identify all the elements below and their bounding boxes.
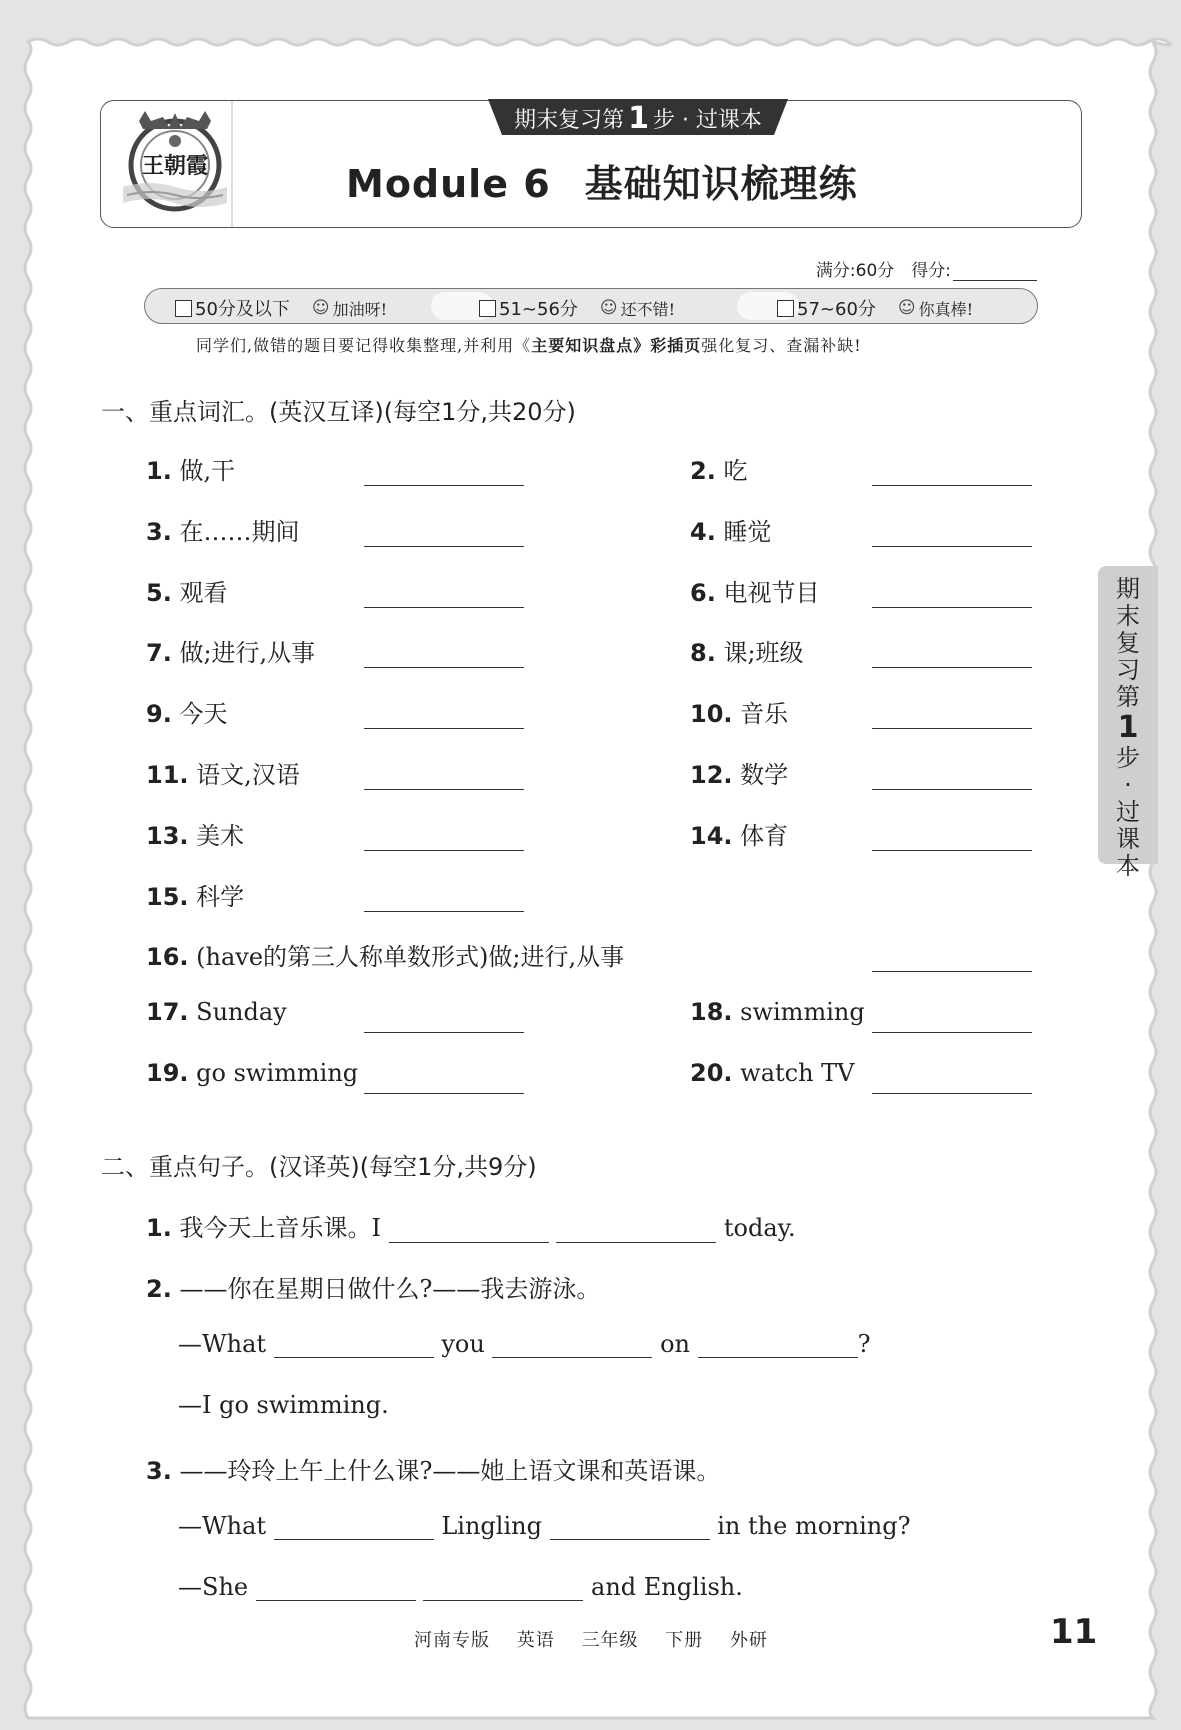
smile-face-icon: ☺ — [599, 298, 618, 318]
footer-grade: 三年级 — [581, 1630, 639, 1651]
question-number: 9. — [146, 700, 172, 729]
answer-blank[interactable] — [364, 546, 524, 547]
svg-text:王朝霞: 王朝霞 — [141, 153, 209, 179]
question-number: 20. — [690, 1059, 733, 1087]
sentence-q2 — [146, 1269, 600, 1304]
question-number: 16. — [146, 943, 189, 972]
notice-bold: 主要知识盘点》彩插页 — [531, 336, 702, 355]
publisher-logo — [119, 107, 231, 219]
score-line — [816, 256, 1037, 281]
q2-line2: —I go swimming. — [178, 1391, 389, 1419]
question-number: 11. — [146, 761, 189, 789]
vocab-prompt: Sunday — [188, 998, 287, 1027]
answer-blank[interactable] — [274, 1333, 434, 1358]
q3-prompt: ——玲玲上午上什么课?——她上语文课和英语课。 — [179, 1457, 721, 1485]
answer-blank[interactable] — [364, 485, 524, 486]
q2-line1 — [178, 1330, 871, 1358]
vocab-prompt: 数学 — [732, 761, 789, 789]
sentence-q3 — [146, 1451, 720, 1486]
vocab-prompt: watch TV — [732, 1059, 855, 1087]
vocab-item-17 — [146, 998, 287, 1026]
rating-range: 51~56分 — [499, 299, 578, 320]
side-tab-step: 1 — [1117, 710, 1139, 745]
answer-blank[interactable] — [364, 850, 524, 851]
footer-volume: 下册 — [665, 1630, 704, 1651]
answer-blank[interactable] — [872, 1093, 1032, 1094]
question-number: 15. — [146, 882, 189, 911]
sentence-q1 — [146, 1208, 796, 1243]
banner-step-number: 1 — [628, 100, 649, 136]
vocab-item-14 — [690, 816, 788, 851]
vocab-prompt: 在……期间 — [171, 517, 300, 546]
answer-blank[interactable] — [364, 728, 524, 729]
question-number: 3. — [146, 517, 172, 546]
q2-text: —What — [178, 1330, 267, 1358]
vocab-item-16 — [146, 937, 624, 972]
answer-blank[interactable] — [550, 1515, 710, 1540]
question-number: 8. — [690, 639, 716, 668]
page-title — [346, 153, 858, 208]
answer-blank[interactable] — [872, 971, 1032, 972]
vocab-prompt: 电视节目 — [715, 578, 820, 607]
vocab-item-5 — [146, 573, 227, 608]
answer-blank[interactable] — [492, 1333, 652, 1358]
module-label: Module 6 — [346, 162, 551, 206]
question-number: 2. — [146, 1275, 172, 1303]
vocab-prompt: (have的第三人称单数形式)做;进行,从事 — [188, 943, 625, 972]
answer-blank[interactable] — [872, 485, 1032, 486]
question-number: 1. — [146, 1214, 172, 1242]
vocab-item-8 — [690, 633, 804, 668]
vocab-prompt: 语文,汉语 — [188, 761, 300, 789]
rating-comment: 还不错! — [620, 299, 676, 319]
rating-comment: 你真棒! — [918, 299, 974, 319]
answer-blank[interactable] — [364, 1093, 524, 1094]
question-number: 17. — [146, 998, 189, 1027]
question-number: 10. — [690, 700, 733, 729]
vocab-prompt: 课;班级 — [715, 639, 804, 668]
vocab-prompt: 科学 — [188, 882, 245, 911]
vocab-item-4 — [690, 512, 771, 547]
vocab-prompt: 美术 — [188, 821, 245, 850]
answer-blank[interactable] — [872, 1032, 1032, 1033]
question-number: 18. — [690, 998, 733, 1027]
vocab-prompt: 睡觉 — [715, 517, 772, 546]
vocab-prompt: 做,干 — [171, 457, 236, 485]
question-number: 5. — [146, 578, 172, 607]
logo-divider — [231, 101, 233, 227]
answer-blank[interactable] — [872, 789, 1032, 790]
vocab-item-9 — [146, 694, 227, 729]
question-number: 7. — [146, 639, 172, 668]
banner-prefix: 期末复习第 — [514, 107, 625, 133]
question-number: 3. — [146, 1457, 172, 1485]
answer-blank[interactable] — [698, 1333, 858, 1358]
answer-blank[interactable] — [872, 850, 1032, 851]
rating-comment: 加油呀! — [332, 299, 388, 319]
question-number: 14. — [690, 821, 733, 850]
q3-text: —She — [178, 1573, 249, 1601]
side-tab-top: 期 末 复 习 第 — [1116, 575, 1140, 711]
notice-text — [196, 333, 862, 356]
vocab-prompt: 今天 — [171, 700, 228, 729]
q2-text: ? — [857, 1330, 871, 1358]
q3-text: —What — [178, 1512, 267, 1540]
footer-region: 河南专版 — [414, 1630, 490, 1651]
q2-prompt: ——你在星期日做什么?——我去游泳。 — [179, 1275, 601, 1303]
step-banner — [488, 99, 788, 137]
q3-text: in the morning? — [717, 1512, 911, 1540]
score-field[interactable] — [953, 264, 1037, 281]
vocab-item-15 — [146, 877, 244, 912]
vocab-item-1 — [146, 451, 235, 486]
question-number: 6. — [690, 578, 716, 607]
question-number: 1. — [146, 457, 172, 485]
vocab-item-12 — [690, 755, 788, 790]
q2-text: you — [441, 1330, 485, 1358]
vocab-item-3 — [146, 512, 299, 547]
q2-text: on — [660, 1330, 691, 1358]
vocab-prompt: 吃 — [715, 457, 748, 485]
side-tab-bottom: 步 · 过 课 本 — [1116, 744, 1140, 880]
question-number: 4. — [690, 517, 716, 546]
vocab-item-18 — [690, 998, 865, 1026]
section2-title: 二、重点句子。(汉译英)(每空1分,共9分) — [101, 1153, 537, 1181]
vocab-item-19 — [146, 1059, 358, 1087]
vocab-item-2 — [690, 451, 747, 486]
answer-blank[interactable] — [872, 546, 1032, 547]
vocab-prompt: 体育 — [732, 821, 789, 850]
rating-checkbox[interactable] — [777, 300, 794, 317]
answer-blank[interactable] — [364, 667, 524, 668]
answer-blank[interactable] — [389, 1218, 549, 1243]
answer-blank[interactable] — [364, 911, 524, 912]
footer-subject: 英语 — [516, 1630, 555, 1651]
rating-range: 50分及以下 — [195, 299, 290, 320]
notice-before: 同学们,做错的题目要记得收集整理,并利用《 — [196, 336, 532, 355]
smile-face-icon: ☺ — [311, 298, 330, 318]
title-text: 基础知识梳理练 — [584, 162, 858, 206]
notice-after: 强化复习、查漏补缺! — [701, 336, 862, 355]
rating-range: 57~60分 — [797, 299, 876, 320]
q1-prompt: 我今天上音乐课。I — [179, 1214, 381, 1242]
vocab-item-11 — [146, 755, 300, 790]
rating-option-2[interactable] — [479, 295, 675, 321]
vocab-item-20 — [690, 1059, 855, 1087]
answer-blank[interactable] — [364, 1032, 524, 1033]
footer — [414, 1626, 788, 1652]
answer-blank[interactable] — [364, 789, 524, 790]
vocab-item-7 — [146, 633, 315, 668]
vocab-prompt: go swimming — [188, 1059, 359, 1087]
answer-blank[interactable] — [423, 1576, 583, 1601]
vocab-item-10 — [690, 694, 788, 729]
vocab-item-6 — [690, 573, 819, 608]
answer-blank[interactable] — [256, 1576, 416, 1601]
answer-blank[interactable] — [364, 607, 524, 608]
question-number: 12. — [690, 761, 733, 789]
rating-bar — [144, 288, 1038, 324]
q3-text: and English. — [591, 1573, 743, 1601]
answer-blank[interactable] — [274, 1515, 434, 1540]
q3-line2 — [178, 1573, 743, 1601]
answer-blank[interactable] — [556, 1218, 716, 1243]
rating-option-1[interactable] — [175, 295, 387, 321]
question-number: 2. — [690, 457, 716, 485]
side-tab — [1098, 566, 1158, 880]
vocab-item-13 — [146, 816, 244, 851]
question-number: 13. — [146, 821, 189, 850]
smile-face-icon: ☺ — [897, 298, 916, 318]
page-number: 11 — [1050, 1612, 1098, 1652]
answer-blank[interactable] — [872, 728, 1032, 729]
footer-edition: 外研 — [729, 1630, 768, 1651]
rating-checkbox[interactable] — [175, 300, 192, 317]
rating-option-3[interactable] — [777, 295, 973, 321]
score-label: 满分:60分 得分: — [815, 261, 951, 281]
header-box — [100, 100, 1082, 228]
answer-blank[interactable] — [872, 607, 1032, 608]
vocab-prompt: 做;进行,从事 — [171, 639, 316, 668]
vocab-prompt: 观看 — [171, 578, 228, 607]
rating-checkbox[interactable] — [479, 300, 496, 317]
section1-title: 一、重点词汇。(英汉互译)(每空1分,共20分) — [101, 398, 576, 426]
q3-text: Lingling — [441, 1512, 542, 1540]
q1-end: today. — [723, 1214, 796, 1242]
banner-suffix: 步 · 过课本 — [652, 107, 762, 133]
q3-line1 — [178, 1512, 910, 1540]
question-number: 19. — [146, 1059, 189, 1087]
answer-blank[interactable] — [872, 667, 1032, 668]
vocab-prompt: swimming — [732, 998, 865, 1027]
vocab-prompt: 音乐 — [732, 700, 789, 729]
